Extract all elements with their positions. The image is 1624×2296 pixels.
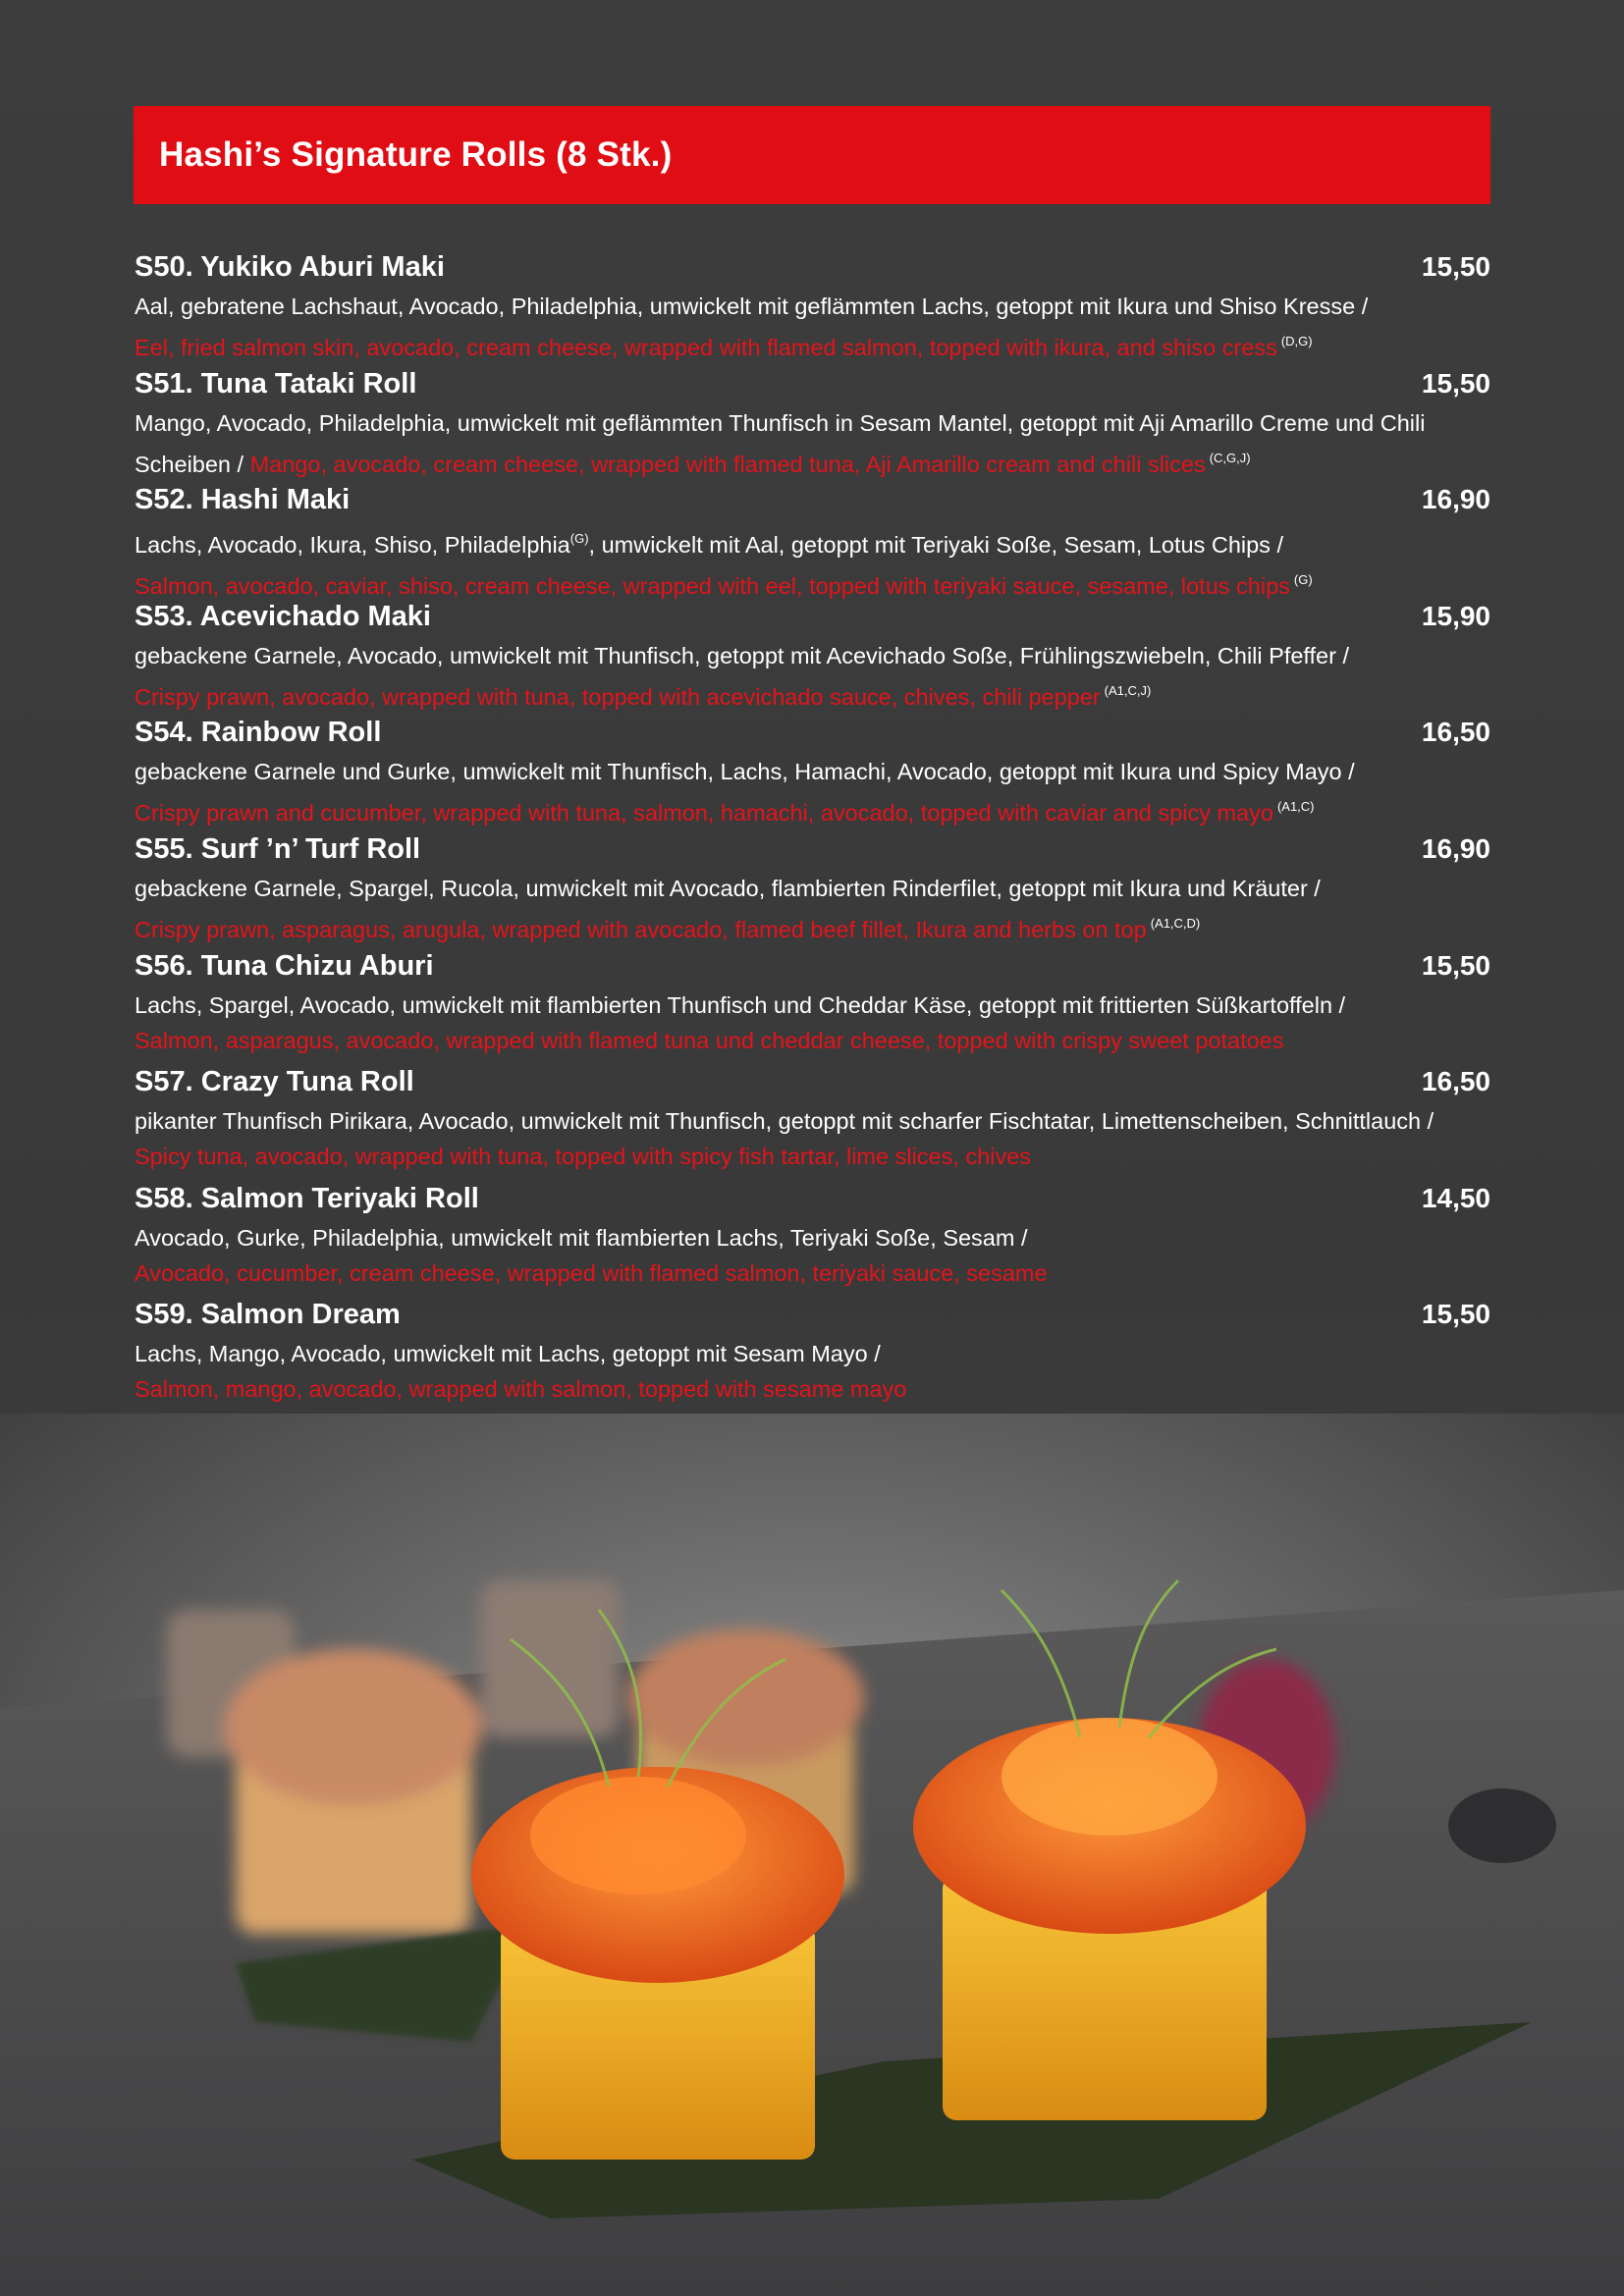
menu-item xyxy=(135,1183,1490,1300)
menu-item xyxy=(135,1299,1490,1415)
allergen-codes: (G) xyxy=(1293,572,1313,588)
item-price: 14,50 xyxy=(1421,1182,1490,1213)
allergen-codes: (A1,C,J) xyxy=(1104,682,1152,698)
allergen-codes: (C,G,J) xyxy=(1209,450,1251,465)
section-title: Hashi’s Signature Rolls (8 Stk.) xyxy=(159,135,673,174)
item-description-en: Salmon, asparagus, avocado, wrapped with flamed tuna und cheddar cheese, topped with crispy sweet potatoes xyxy=(135,1027,1284,1053)
item-description-de: Lachs, Mango, Avocado, umwickelt mit Lachs, getoppt mit Sesam Mayo / xyxy=(135,1341,881,1367)
menu-item xyxy=(135,1066,1490,1183)
allergen-codes: (A1,C) xyxy=(1276,799,1315,815)
item-name: S58. Salmon Teriyaki Roll xyxy=(135,1182,479,1214)
item-description-de: , umwickelt mit Aal, getoppt mit Teriyaki Soße, Sesam, Lotus Chips / xyxy=(588,532,1283,559)
item-price: 15,90 xyxy=(1421,600,1490,631)
item-name: S50. Yukiko Aburi Maki xyxy=(135,251,445,283)
item-description-de: gebackene Garnele, Avocado, umwickelt mit Thunfisch, getoppt mit Acevichado Soße, Frühlingszwiebeln, Chili Pfeffer / xyxy=(135,642,1350,668)
item-description-de: gebackene Garnele, Spargel, Rucola, umwickelt mit Avocado, flambierten Rinderfilet, getoppt mit Ikura und Kräuter / xyxy=(135,875,1321,901)
item-description-de: Aal, gebratene Lachshaut, Avocado, Philadelphia, umwickelt mit geflämmten Lachs, getoppt mit Ikura und Shiso Kresse / xyxy=(135,294,1369,319)
item-price: 16,90 xyxy=(1421,832,1490,864)
item-description-en: Crispy prawn and cucumber, wrapped with tuna, salmon, hamachi, avocado, topped with caviar and spicy mayo xyxy=(135,800,1273,827)
menu-item xyxy=(135,717,1490,833)
item-name: S52. Hashi Maki xyxy=(135,484,351,516)
menu-list xyxy=(135,251,1490,1415)
menu-item xyxy=(135,950,1490,1067)
item-name: S54. Rainbow Roll xyxy=(135,717,382,749)
item-price: 15,50 xyxy=(1421,1299,1490,1330)
section-header xyxy=(134,106,1490,204)
item-price: 15,50 xyxy=(1421,949,1490,981)
item-description-en: Avocado, cucumber, cream cheese, wrapped with flamed salmon, teriyaki sauce, sesame xyxy=(135,1259,1048,1286)
item-description-en: Spicy tuna, avocado, wrapped with tuna, topped with spicy fish tartar, lime slices, chives xyxy=(135,1144,1032,1170)
allergen-codes: (A1,C,D) xyxy=(1150,915,1201,931)
menu-item xyxy=(135,601,1490,718)
item-description-de: Avocado, Gurke, Philadelphia, umwickelt mit flambierten Lachs, Teriyaki Soße, Sesam / xyxy=(135,1224,1028,1251)
item-description-de: pikanter Thunfisch Pirikara, Avocado, umwickelt mit Thunfisch, getoppt mit scharfer Fischtatar, Limettenscheiben, Schnittlauch / xyxy=(135,1108,1435,1135)
menu-item xyxy=(135,368,1490,485)
allergen-codes: (D,G) xyxy=(1280,334,1313,348)
menu-item xyxy=(135,833,1490,950)
item-description-en: Crispy prawn, avocado, wrapped with tuna, topped with acevichado sauce, chives, chili pepper xyxy=(135,683,1101,710)
item-name: S53. Acevichado Maki xyxy=(135,600,431,632)
item-description-en: Salmon, mango, avocado, wrapped with salmon, topped with sesame mayo xyxy=(135,1376,907,1403)
item-description-de: Mango, Avocado, Philadelphia, umwickelt mit geflämmten Thunfisch in Sesam Mantel, getoppt mit Aji Amarillo Creme und Chili Scheiben / xyxy=(135,409,1426,477)
item-name: S59. Salmon Dream xyxy=(135,1299,401,1331)
item-price: 16,50 xyxy=(1421,717,1490,748)
item-price: 15,50 xyxy=(1421,367,1490,399)
item-description-de: Lachs, Avocado, Ikura, Shiso, Philadelphia xyxy=(135,532,570,559)
menu-item xyxy=(135,484,1490,601)
item-description-en: Mango, avocado, cream cheese, wrapped with flamed tuna, Aji Amarillo cream and chili slices xyxy=(249,451,1206,477)
item-name: S51. Tuna Tataki Roll xyxy=(135,367,417,400)
menu-item xyxy=(135,251,1490,368)
item-name: S56. Tuna Chizu Aburi xyxy=(135,949,434,982)
item-description-de: Lachs, Spargel, Avocado, umwickelt mit flambierten Thunfisch und Cheddar Käse, getoppt mit frittierten Süßkartoffeln / xyxy=(135,991,1346,1018)
sushi-photo xyxy=(0,1414,1624,2296)
item-name: S55. Surf ’n’ Turf Roll xyxy=(135,832,421,865)
allergen-codes: (G) xyxy=(569,531,589,547)
item-name: S57. Crazy Tuna Roll xyxy=(135,1066,414,1098)
item-description-en: Eel, fried salmon skin, avocado, cream cheese, wrapped with flamed salmon, topped with ikura, and shiso cress xyxy=(135,335,1277,360)
item-price: 15,50 xyxy=(1421,251,1490,282)
item-price: 16,90 xyxy=(1421,484,1490,515)
item-description-en: Salmon, avocado, caviar, shiso, cream cheese, wrapped with eel, topped with teriyaki sauce, sesame, lotus chips xyxy=(135,573,1290,600)
item-description-de: gebackene Garnele und Gurke, umwickelt mit Thunfisch, Lachs, Hamachi, Avocado, getoppt mit Ikura und Spicy Mayo / xyxy=(135,759,1355,785)
item-price: 16,50 xyxy=(1421,1066,1490,1097)
item-description-en: Crispy prawn, asparagus, arugula, wrapped with avocado, flamed beef fillet, Ikura and herbs on top xyxy=(135,916,1147,942)
